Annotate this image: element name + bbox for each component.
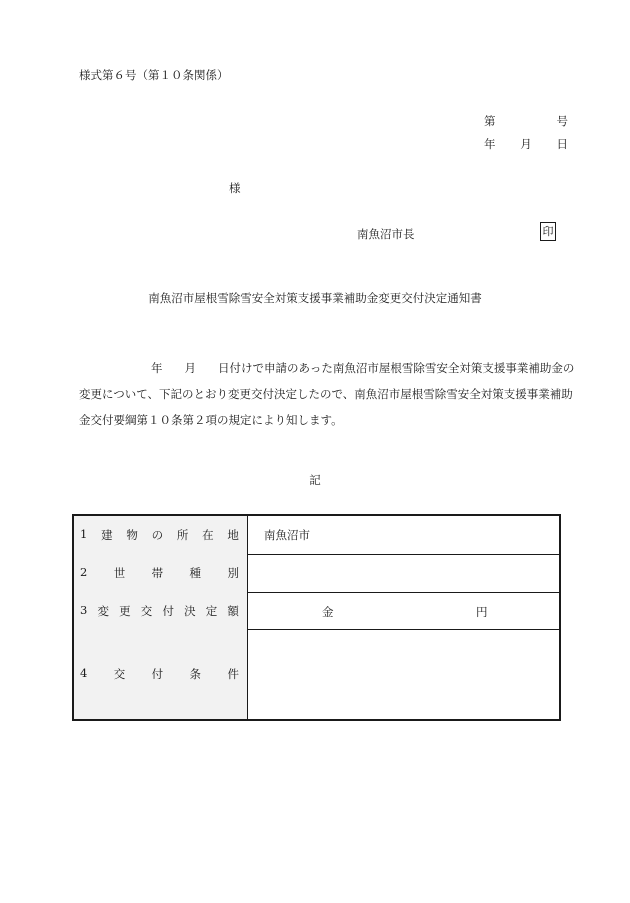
label-char: 定	[205, 603, 218, 618]
label-char: 変	[97, 603, 109, 618]
table-row-household	[74, 554, 559, 593]
location-value[interactable]: 南魚沼市	[264, 528, 310, 542]
body-text: 日付けで申請のあった南魚沼市屋根雪除雪安全対策支援事業補助金の変更について、下記のとおり変更交付決定したので、南魚沼市屋根雪除雪安全対策支援事業補助金交付要綱第１０条第２項の規定により知します。	[79, 361, 575, 427]
label-char: 2	[80, 565, 88, 579]
number-suffix: 号	[556, 114, 568, 128]
label-char: 件	[227, 667, 239, 681]
issuer-name: 南魚沼市長	[357, 227, 415, 241]
label-char: 地	[227, 528, 239, 542]
label-char: 世	[113, 566, 126, 580]
label-char: 種	[189, 566, 202, 580]
body-year: 年	[151, 361, 163, 375]
row-header	[74, 554, 248, 592]
amount-value[interactable]	[248, 592, 559, 629]
label-char: 帯	[151, 566, 164, 580]
document-number	[484, 113, 568, 129]
conditions-value[interactable]	[248, 629, 559, 719]
date-day: 日	[556, 137, 568, 151]
table-row-conditions	[74, 629, 559, 719]
table-row-amount	[74, 592, 559, 630]
label-char: 所	[176, 528, 189, 542]
label-char: 付	[162, 603, 174, 618]
body-month: 月	[184, 361, 196, 375]
details-table	[72, 514, 561, 721]
label-char: 決	[184, 603, 196, 618]
document-title: 南魚沼市屋根雪除雪安全対策支援事業補助金変更交付決定通知書	[148, 291, 482, 305]
label-char: 交	[113, 667, 126, 681]
amount-en: 円	[476, 604, 488, 619]
addressee-suffix: 様	[229, 181, 241, 195]
label-char: 条	[189, 667, 202, 681]
date-month: 月	[520, 137, 532, 151]
ki-heading: 記	[309, 473, 321, 487]
seal-box: 印	[540, 222, 556, 241]
household-value[interactable]	[248, 554, 559, 592]
row-header	[74, 516, 248, 554]
number-prefix: 第	[484, 114, 496, 128]
body-paragraph	[79, 355, 575, 433]
label-char: 物	[126, 528, 138, 542]
label-char: 3	[80, 602, 88, 617]
date-year: 年	[484, 137, 496, 151]
label-char: の	[151, 528, 164, 542]
label-char: 別	[227, 566, 239, 580]
table-row-location	[74, 516, 559, 555]
label-char: 額	[227, 603, 239, 618]
label-char: 在	[202, 528, 214, 542]
label-char: 付	[151, 667, 164, 681]
row-header	[74, 629, 248, 719]
label-char: 1	[80, 527, 88, 541]
form-number: 様式第６号（第１０条関係）	[79, 68, 229, 82]
label-char: 交	[140, 603, 153, 618]
label-char: 更	[119, 603, 131, 618]
issue-date	[484, 136, 568, 152]
row-header	[74, 592, 248, 629]
label-char: 建	[101, 528, 113, 542]
label-char: 4	[80, 666, 88, 680]
amount-kin: 金	[322, 604, 334, 619]
